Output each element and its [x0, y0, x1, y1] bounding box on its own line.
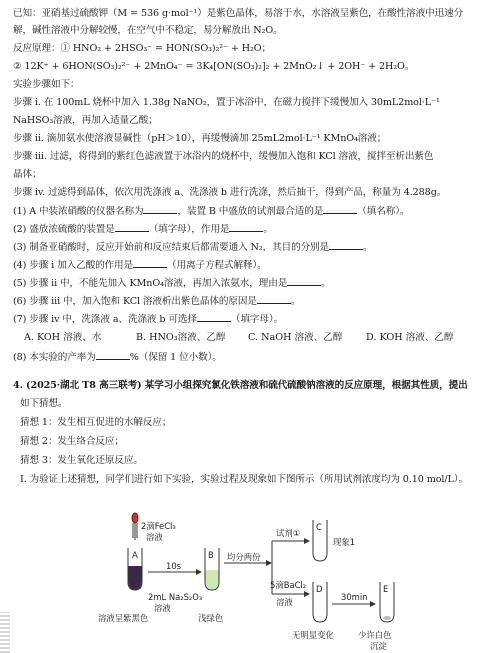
- label-na2s2o3: 2mL Na₂S₂O₃: [148, 592, 203, 602]
- label-tube-d: D: [316, 584, 323, 594]
- label-bacl2: 5滴BaCl₂: [270, 580, 307, 590]
- problem-4-heading: 4. (2025·湖北 T8 高三联考) 某学习小组探究氯化铁溶液和硫代硫酸钠溶液的反应原理，根据其性质，提出: [13, 380, 468, 391]
- label-white-ppt: 少许白色: [358, 630, 392, 640]
- label-purple-black: 溶液呈紫黑色: [98, 613, 149, 623]
- question-2-text-c: 。: [263, 224, 273, 235]
- question-1: [13, 204, 497, 218]
- question-7-text-a: (7) 步骤 iv 中，洗涤液 a、洗涤液 b 可选择: [13, 314, 197, 325]
- question-8-text-b: %（保留 1 位小数）。: [129, 352, 222, 363]
- question-6-text-c: 。: [290, 296, 301, 307]
- question-4: [13, 258, 497, 272]
- option-b: B. HNO₃溶液、乙醇: [136, 332, 226, 343]
- label-phenomenon-1: 现象1: [333, 537, 356, 547]
- question-1-text-c: （填名称）。: [357, 206, 410, 217]
- answer-blank[interactable]: [323, 204, 357, 214]
- hypothesis-1: 猜想 1：发生相互促进的水解反应；: [20, 417, 172, 428]
- question-3-text-c: 。: [363, 242, 373, 253]
- label-no-change: 无明显变化: [292, 630, 334, 640]
- label-bacl2-solution: 溶液: [276, 597, 293, 607]
- question-8-text-a: (8) 本实验的产率为: [13, 352, 96, 363]
- answer-blank[interactable]: [143, 204, 177, 214]
- label-split: 均分两份: [227, 552, 261, 562]
- answer-blank[interactable]: [229, 222, 263, 232]
- option-d: D. KOH 溶液、乙醇: [366, 332, 454, 343]
- question-7: [13, 312, 497, 326]
- intro-line-2: 解，碱性溶液中分解较慢，在空气中不稳定，易分解放出 N₂O。: [13, 25, 283, 36]
- question-5-text-a: (5) 步骤 ii 中，不能先加入 KMnO₄溶液，再加入浓氨水，理由是: [13, 278, 288, 289]
- hypothesis-3: 猜想 3：发生氧化还原反应。: [20, 455, 143, 466]
- intro-line-1: 已知：亚硝基过硫酸钾（M = 536 g·mol⁻¹）是紫色晶体，易溶于水，水溶液呈紫色，在酸性溶液中迅速分: [13, 8, 464, 19]
- label-tube-a: A: [132, 550, 138, 560]
- option-c: C. NaOH 溶液、乙醇: [248, 332, 343, 343]
- question-1-text-b: ，装置 B 中盛放的试剂最合适的是: [177, 206, 324, 217]
- question-4-text-c: （用离子方程式解释）。: [167, 260, 267, 271]
- label-reagent-1: 试剂①: [276, 528, 301, 538]
- step-1-line-1: 步骤 i. 在 100mL 烧杯中加入 1.38g NaNO₂，置于冰浴中，在磁力搅拌下缓慢加入 30mL2mol·L⁻¹: [13, 97, 440, 108]
- question-6: [13, 294, 497, 308]
- question-2: [13, 222, 497, 236]
- step-2: 步骤 ii. 滴加氨水使溶液显碱性（pH＞10），再缓慢滴加 25mL2mol·L⁻¹ KMnO₄溶液；: [13, 133, 387, 144]
- question-3: [13, 240, 497, 254]
- question-7-text-c: （填字母）。: [230, 314, 284, 325]
- question-4-text-a: (4) 步骤 i 加入乙酸的作用是: [13, 260, 134, 271]
- question-8: [13, 350, 497, 364]
- answer-blank[interactable]: [329, 240, 363, 250]
- answer-blank[interactable]: [115, 222, 149, 232]
- question-2-text-b: （填字母），作用是: [148, 224, 230, 235]
- label-tube-b: B: [208, 550, 214, 560]
- hypothesis-2: 猜想 2：发生络合反应；: [20, 436, 124, 447]
- principle-line-2: ② 12K⁺ + 6HON(SO₃)₂²⁻ + 2MnO₄⁻ = 3K₄[ON(SO₃)₂]₂ + 2MnO₂↓ + 2OH⁻ + 2H₂O。: [13, 61, 415, 72]
- label-10s: 10s: [166, 561, 182, 571]
- experiment-intro: I. 为验证上述猜想，同学们进行如下实验，实验过程及现象如下图所示（所用试剂浓度均为 0.10 mol/L）。: [20, 474, 468, 485]
- label-light-green: 浅绿色: [198, 613, 224, 623]
- label-30min: 30min: [341, 592, 368, 602]
- label-precipitate: 沉淀: [370, 641, 387, 651]
- question-1-text-a: (1) A 中装浓硝酸的仪器名称为: [13, 206, 144, 217]
- label-fecl3: 2滴FeCl₃: [141, 521, 176, 531]
- answer-blank[interactable]: [133, 258, 167, 268]
- question-2-text-a: (2) 盛放浓硫酸的装置是: [13, 224, 115, 235]
- answer-blank[interactable]: [257, 294, 291, 304]
- question-5: [13, 276, 497, 290]
- label-tube-c: C: [316, 522, 322, 532]
- step-4: 步骤 iv. 过滤得到晶体，依次用洗涤液 a、洗涤液 b 进行洗涤，然后抽干，得到产品，称量为 4.288g。: [13, 187, 447, 198]
- label-fecl3-solution: 溶液: [146, 532, 163, 542]
- step-3-line-2: 晶体；: [13, 169, 42, 180]
- dropper-icon: [132, 513, 138, 540]
- label-na2s2o3-solution: 溶液: [154, 603, 171, 613]
- answer-blank[interactable]: [287, 276, 321, 286]
- answer-blank[interactable]: [197, 312, 231, 322]
- option-a: A. KOH 溶液、水: [24, 332, 102, 343]
- answer-blank[interactable]: [96, 350, 130, 360]
- binding-edge: [0, 612, 10, 653]
- principle-line-1: 反应原理：① HNO₂ + 2HSO₃⁻ = HON(SO₃)₂²⁻ + H₂O；: [13, 43, 272, 54]
- question-3-text-a: (3) 制备亚硝酸时，反应开始前和反应结束后都需要通入 N₂，其目的分别是: [13, 242, 330, 253]
- step-3-line-1: 步骤 iii. 过滤，将得到的紫红色滤液置于冰浴内的烧杯中，缓慢加入饱和 KCl 溶液，搅拌至析出紫色: [13, 151, 434, 162]
- question-6-text-a: (6) 步骤 iii 中，加入饱和 KCl 溶液析出紫色晶体的原因是: [13, 296, 257, 307]
- problem-4-line-2: 如下猜想。: [20, 398, 68, 409]
- step-1-line-2: NaHSO₃溶液，再加入适量乙酸；: [13, 115, 158, 126]
- question-5-text-c: 。: [321, 278, 331, 289]
- label-tube-e: E: [383, 584, 389, 594]
- steps-heading: 实验步骤如下：: [13, 79, 80, 90]
